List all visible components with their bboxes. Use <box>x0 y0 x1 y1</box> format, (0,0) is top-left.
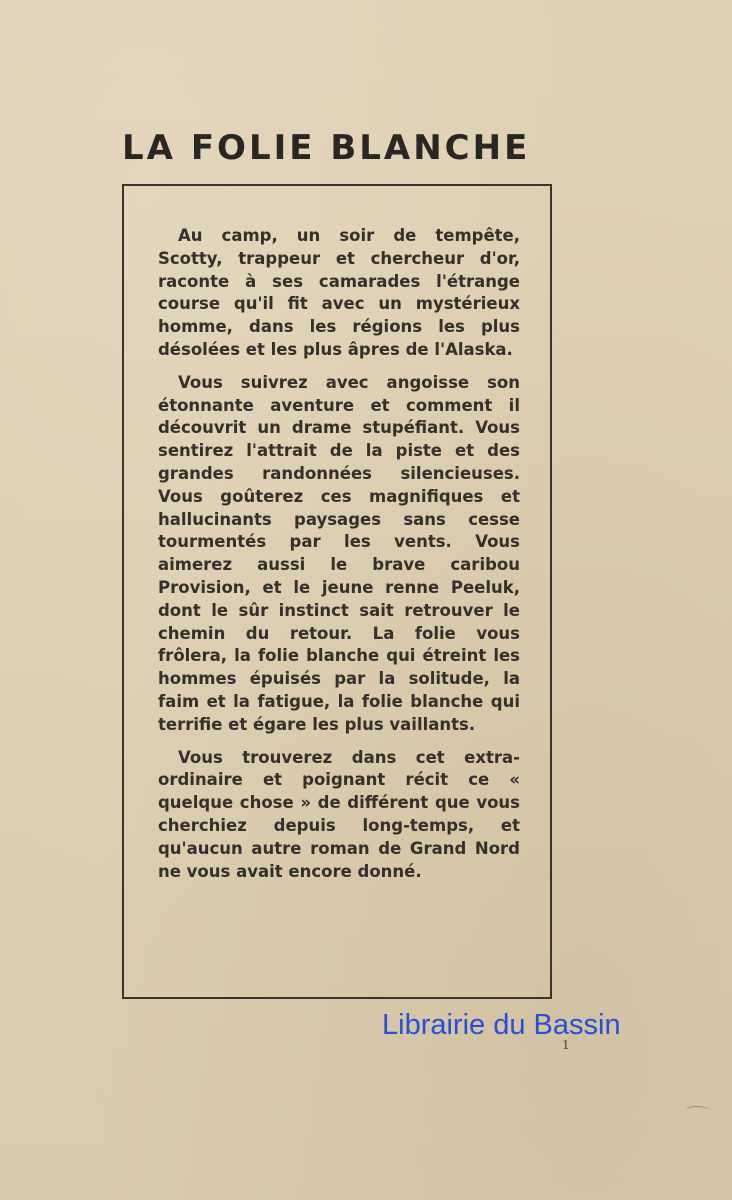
page-number: 1 <box>562 1038 570 1052</box>
text-block <box>158 225 520 893</box>
bookseller-watermark: Librairie du Bassin <box>382 1009 621 1041</box>
paragraph-2: Vous suivrez avec angoisse son étonnante aventure et comment il découvrit un drame stupéfiant. Vous sentirez l'attrait de la piste et des grandes randonnées silencieuses. Vous goûterez ces magnifiques et hallucinants paysages sans cesse tourmentés par les vents. Vous aimerez aussi le brave caribou Provision, et le jeune renne Peeluk, dont le sûr instinct sait retrouver le chemin du retour. La folie vous frôlera, la folie blanche qui étreint les hommes épuisés par la solitude, la faim et la fatigue, la folie blanche qui terrifie et égare les plus vaillants. <box>158 372 520 734</box>
page-title: LA FOLIE BLANCHE <box>122 128 531 168</box>
paper-speck <box>686 1106 708 1113</box>
paragraph-3: Vous trouverez dans cet extra-ordinaire et poignant récit ce « quelque chose » de différent que vous cherchiez depuis long-temps, et qu'aucun autre roman de Grand Nord ne vous avait encore donné. <box>158 747 520 881</box>
paragraph-1: Au camp, un soir de tempête, Scotty, trappeur et chercheur d'or, raconte à ses camarades l'étrange course qu'il fit avec un mystérieux homme, dans les régions les plus désolées et les plus âpres de l'Alaska. <box>158 226 520 359</box>
